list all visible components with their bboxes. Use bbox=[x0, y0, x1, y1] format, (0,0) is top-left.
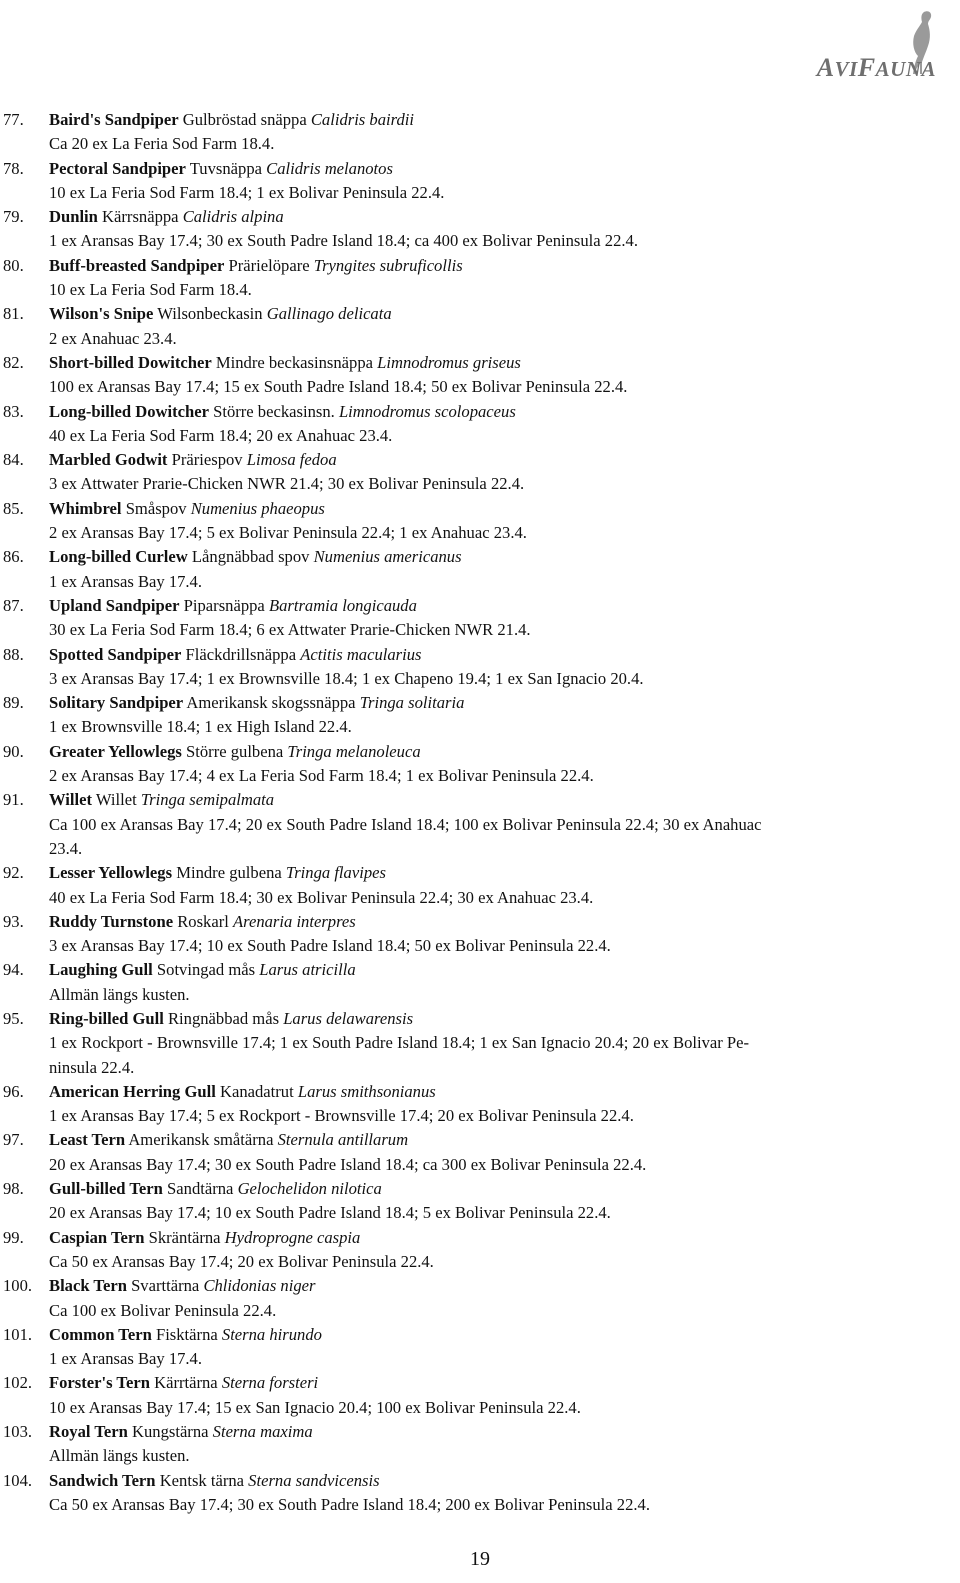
observation-line: Ca 50 ex Aransas Bay 17.4; 20 ex Bolivar Peninsula 22.4. bbox=[49, 1251, 434, 1271]
swedish-name: Mindre beckasinsnäppa bbox=[215, 352, 373, 372]
entry-body bbox=[49, 1274, 954, 1323]
english-name: Black Tern bbox=[49, 1276, 127, 1296]
scientific-name: Sterna forsteri bbox=[221, 1373, 319, 1393]
species-entry bbox=[0, 643, 960, 692]
english-name: Upland Sandpiper bbox=[49, 595, 180, 615]
observation-line: ninsula 22.4. bbox=[49, 1057, 135, 1077]
species-entry bbox=[0, 205, 960, 254]
species-heading bbox=[49, 1469, 954, 1493]
english-name: Laughing Gull bbox=[49, 960, 153, 980]
species-heading bbox=[49, 643, 954, 667]
english-name: Baird's Sandpiper bbox=[49, 110, 179, 129]
species-entry bbox=[0, 740, 960, 789]
species-entry bbox=[0, 400, 960, 449]
entry-number: 83. bbox=[3, 401, 24, 421]
entry-number: 92. bbox=[3, 863, 24, 883]
entry-number: 93. bbox=[3, 911, 24, 931]
scientific-name: Gallinago delicata bbox=[266, 304, 392, 324]
swedish-name: Kärrsnäppa bbox=[102, 207, 179, 227]
species-heading bbox=[49, 910, 954, 934]
scientific-name: Bartramia longicauda bbox=[268, 595, 417, 615]
english-name: Sandwich Tern bbox=[49, 1470, 156, 1490]
entry-number: 97. bbox=[3, 1130, 24, 1150]
scientific-name: Numenius phaeopus bbox=[190, 498, 325, 518]
swedish-name: Fisktärna bbox=[155, 1324, 218, 1344]
observation-line: 10 ex La Feria Sod Farm 18.4; 1 ex Bolivar Peninsula 22.4. bbox=[49, 182, 445, 202]
species-entry bbox=[0, 1420, 960, 1469]
species-heading bbox=[49, 1128, 954, 1152]
entry-body bbox=[49, 302, 954, 351]
english-name: Wilson's Snipe bbox=[49, 304, 154, 324]
scientific-name: Sterna maxima bbox=[212, 1422, 313, 1442]
swedish-name: Prärielöpare bbox=[228, 255, 310, 275]
entry-number: 94. bbox=[3, 960, 24, 980]
english-name: Least Tern bbox=[49, 1130, 126, 1150]
observation-line: 10 ex La Feria Sod Farm 18.4. bbox=[49, 280, 252, 300]
species-heading bbox=[49, 1080, 954, 1104]
species-entry bbox=[0, 910, 960, 959]
observation-line: 100 ex Aransas Bay 17.4; 15 ex South Padre Island 18.4; 50 ex Bolivar Peninsula 22.4. bbox=[49, 377, 628, 397]
species-heading bbox=[49, 1274, 954, 1298]
species-entry bbox=[0, 1371, 960, 1420]
scientific-name: Arenaria interpres bbox=[233, 911, 356, 931]
species-entry bbox=[0, 958, 960, 1007]
entry-number: 104. bbox=[3, 1470, 33, 1490]
observation-line: Ca 50 ex Aransas Bay 17.4; 30 ex South Padre Island 18.4; 200 ex Bolivar Peninsula 22.4. bbox=[49, 1494, 650, 1514]
species-heading bbox=[49, 740, 954, 764]
english-name: Gull-billed Tern bbox=[49, 1179, 163, 1199]
entry-number: 77. bbox=[3, 110, 24, 129]
species-entry bbox=[0, 351, 960, 400]
english-name: Willet bbox=[49, 790, 93, 810]
observation-line: 3 ex Aransas Bay 17.4; 1 ex Brownsville 18.4; 1 ex Chapeno 19.4; 1 ex San Ignacio 20.4. bbox=[49, 668, 644, 688]
species-entry bbox=[0, 691, 960, 740]
species-heading bbox=[49, 958, 954, 982]
entry-number: 96. bbox=[3, 1081, 24, 1101]
entry-number: 100. bbox=[3, 1276, 33, 1296]
entry-body bbox=[49, 643, 954, 692]
swedish-name: Willet bbox=[95, 790, 137, 810]
entry-body bbox=[49, 108, 954, 157]
species-heading bbox=[49, 1226, 954, 1250]
scientific-name: Calidris melanotos bbox=[266, 158, 393, 178]
species-heading bbox=[49, 1323, 954, 1347]
entry-number: 78. bbox=[3, 158, 24, 178]
entry-number: 101. bbox=[3, 1324, 33, 1344]
observation-line: Ca 20 ex La Feria Sod Farm 18.4. bbox=[49, 134, 275, 154]
observation-line: 1 ex Aransas Bay 17.4; 30 ex South Padre Island 18.4; ca 400 ex Bolivar Peninsula 22.4. bbox=[49, 231, 638, 251]
swedish-name: Wilsonbeckasin bbox=[157, 304, 263, 324]
entry-body bbox=[49, 157, 954, 206]
observation-line: 40 ex La Feria Sod Farm 18.4; 20 ex Anahuac 23.4. bbox=[49, 425, 393, 445]
entry-number: 79. bbox=[3, 207, 24, 227]
scientific-name: Tringa flavipes bbox=[285, 863, 386, 883]
species-heading bbox=[49, 400, 954, 424]
species-heading bbox=[49, 351, 954, 375]
species-entry bbox=[0, 1080, 960, 1129]
entry-body bbox=[49, 594, 954, 643]
scientific-name: Larus smithsonianus bbox=[297, 1081, 436, 1101]
species-entry bbox=[0, 861, 960, 910]
species-heading bbox=[49, 254, 954, 278]
english-name: Common Tern bbox=[49, 1324, 152, 1344]
entry-body bbox=[49, 448, 954, 497]
entry-number: 95. bbox=[3, 1008, 24, 1028]
entry-number: 91. bbox=[3, 790, 24, 810]
species-entry bbox=[0, 1274, 960, 1323]
english-name: Whimbrel bbox=[49, 498, 122, 518]
entry-body bbox=[49, 497, 954, 546]
observation-line: Allmän längs kusten. bbox=[49, 1446, 190, 1466]
entry-number: 85. bbox=[3, 498, 24, 518]
species-heading bbox=[49, 157, 954, 181]
observation-line: 3 ex Aransas Bay 17.4; 10 ex South Padre Island 18.4; 50 ex Bolivar Peninsula 22.4. bbox=[49, 936, 611, 956]
observation-line: 10 ex Aransas Bay 17.4; 15 ex San Ignacio 20.4; 100 ex Bolivar Peninsula 22.4. bbox=[49, 1397, 581, 1417]
scientific-name: Tringa solitaria bbox=[359, 693, 465, 713]
species-entry bbox=[0, 497, 960, 546]
species-heading bbox=[49, 448, 954, 472]
entry-number: 89. bbox=[3, 693, 24, 713]
entry-body bbox=[49, 788, 954, 861]
swedish-name: Ringnäbbad mås bbox=[167, 1008, 280, 1028]
species-entry bbox=[0, 1007, 960, 1080]
entry-body bbox=[49, 1469, 954, 1518]
species-entry bbox=[0, 1323, 960, 1372]
entry-number: 102. bbox=[3, 1373, 33, 1393]
scientific-name: Tringa semipalmata bbox=[140, 790, 275, 810]
english-name: Short-billed Dowitcher bbox=[49, 352, 212, 372]
entry-number: 84. bbox=[3, 450, 24, 470]
english-name: Ruddy Turnstone bbox=[49, 911, 174, 931]
scientific-name: Numenius americanus bbox=[313, 547, 462, 567]
observation-line: Allmän längs kusten. bbox=[49, 984, 190, 1004]
english-name: Marbled Godwit bbox=[49, 450, 168, 470]
scientific-name: Limnodromus griseus bbox=[377, 352, 521, 372]
swedish-name: Präriespov bbox=[171, 450, 243, 470]
english-name: Spotted Sandpiper bbox=[49, 644, 182, 664]
observation-line: 2 ex Aransas Bay 17.4; 4 ex La Feria Sod Farm 18.4; 1 ex Bolivar Peninsula 22.4. bbox=[49, 766, 594, 786]
swedish-name: Sandtärna bbox=[167, 1179, 234, 1199]
scientific-name: Tringa melanoleuca bbox=[287, 741, 421, 761]
species-heading bbox=[49, 1371, 954, 1395]
scientific-name: Limnodromus scolopaceus bbox=[338, 401, 516, 421]
english-name: Solitary Sandpiper bbox=[49, 693, 184, 713]
species-list bbox=[0, 108, 960, 1517]
english-name: Forster's Tern bbox=[49, 1373, 150, 1393]
entry-body bbox=[49, 1420, 954, 1469]
entry-number: 82. bbox=[3, 352, 24, 372]
scientific-name: Calidris bairdii bbox=[310, 110, 414, 129]
entry-body bbox=[49, 1323, 954, 1372]
swedish-name: Gulbröstad snäppa bbox=[182, 110, 307, 129]
swedish-name: Småspov bbox=[125, 498, 187, 518]
observation-line: 1 ex Aransas Bay 17.4. bbox=[49, 571, 203, 591]
observation-line: 20 ex Aransas Bay 17.4; 30 ex South Padre Island 18.4; ca 300 ex Bolivar Peninsula 22.4. bbox=[49, 1154, 647, 1174]
species-entry bbox=[0, 594, 960, 643]
swedish-name: Större beckasinsn. bbox=[213, 401, 335, 421]
english-name: Ring-billed Gull bbox=[49, 1008, 164, 1028]
entry-body bbox=[49, 1226, 954, 1275]
english-name: Lesser Yellowlegs bbox=[49, 863, 173, 883]
entry-number: 98. bbox=[3, 1179, 24, 1199]
entry-number: 99. bbox=[3, 1227, 24, 1247]
species-heading bbox=[49, 1177, 954, 1201]
species-entry bbox=[0, 1469, 960, 1518]
swedish-name: Kanadatrut bbox=[220, 1081, 294, 1101]
entry-body bbox=[49, 1177, 954, 1226]
english-name: Greater Yellowlegs bbox=[49, 741, 182, 761]
scientific-name: Larus delawarensis bbox=[283, 1008, 414, 1028]
english-name: Long-billed Dowitcher bbox=[49, 401, 209, 421]
species-heading bbox=[49, 861, 954, 885]
swedish-name: Roskarl bbox=[177, 911, 229, 931]
entry-body bbox=[49, 205, 954, 254]
english-name: Long-billed Curlew bbox=[49, 547, 188, 567]
species-heading bbox=[49, 302, 954, 326]
entry-body bbox=[49, 958, 954, 1007]
swedish-name: Kungstärna bbox=[132, 1422, 209, 1442]
observation-line: Ca 100 ex Aransas Bay 17.4; 20 ex South Padre Island 18.4; 100 ex Bolivar Peninsula 22.4; 30 ex Anahuac bbox=[49, 814, 762, 834]
entry-body bbox=[49, 1007, 954, 1080]
swedish-name: Piparsnäppa bbox=[183, 595, 265, 615]
swedish-name: Långnäbbad spov bbox=[191, 547, 310, 567]
observation-line: 23.4. bbox=[49, 838, 83, 858]
scientific-name: Sterna hirundo bbox=[221, 1324, 322, 1344]
observation-line: Ca 100 ex Bolivar Peninsula 22.4. bbox=[49, 1300, 277, 1320]
entry-body bbox=[49, 400, 954, 449]
entry-body bbox=[49, 861, 954, 910]
entry-body bbox=[49, 1371, 954, 1420]
swedish-name: Kärrtärna bbox=[154, 1373, 218, 1393]
scientific-name: Tryngites subruficollis bbox=[313, 255, 463, 275]
species-heading bbox=[49, 1007, 954, 1031]
english-name: Caspian Tern bbox=[49, 1227, 145, 1247]
entry-body bbox=[49, 740, 954, 789]
entry-body bbox=[49, 545, 954, 594]
observation-line: 1 ex Aransas Bay 17.4; 5 ex Rockport - Brownsville 17.4; 20 ex Bolivar Peninsula 22.4. bbox=[49, 1106, 634, 1126]
swedish-name: Amerikansk småtärna bbox=[128, 1130, 274, 1150]
page-number: 19 bbox=[470, 1548, 490, 1570]
entry-number: 80. bbox=[3, 255, 24, 275]
avifauna-logo bbox=[775, 6, 950, 82]
observation-line: 1 ex Brownsville 18.4; 1 ex High Island 22.4. bbox=[49, 717, 352, 737]
entry-number: 103. bbox=[3, 1422, 33, 1442]
species-entry bbox=[0, 448, 960, 497]
scientific-name: Gelochelidon nilotica bbox=[237, 1179, 382, 1199]
swedish-name: Fläckdrillsnäppa bbox=[185, 644, 297, 664]
species-entry bbox=[0, 1226, 960, 1275]
entry-number: 81. bbox=[3, 304, 24, 324]
entry-body bbox=[49, 1080, 954, 1129]
species-heading bbox=[49, 691, 954, 715]
scientific-name: Sternula antillarum bbox=[277, 1130, 409, 1150]
scientific-name: Actitis macularius bbox=[300, 644, 422, 664]
english-name: Buff-breasted Sandpiper bbox=[49, 255, 225, 275]
swedish-name: Sotvingad mås bbox=[156, 960, 256, 980]
species-heading bbox=[49, 205, 954, 229]
english-name: Dunlin bbox=[49, 207, 98, 227]
species-entry bbox=[0, 545, 960, 594]
swedish-name: Kentsk tärna bbox=[159, 1470, 245, 1490]
entry-body bbox=[49, 910, 954, 959]
species-entry bbox=[0, 1128, 960, 1177]
english-name: American Herring Gull bbox=[49, 1081, 216, 1101]
swedish-name: Skräntärna bbox=[148, 1227, 221, 1247]
entry-number: 86. bbox=[3, 547, 24, 567]
observation-line: 2 ex Anahuac 23.4. bbox=[49, 328, 177, 348]
species-heading bbox=[49, 594, 954, 618]
scientific-name: Limosa fedoa bbox=[246, 450, 337, 470]
entry-body bbox=[49, 691, 954, 740]
entry-number: 90. bbox=[3, 741, 24, 761]
species-heading bbox=[49, 1420, 954, 1444]
species-heading bbox=[49, 108, 954, 132]
swedish-name: Mindre gulbena bbox=[176, 863, 282, 883]
scientific-name: Larus atricilla bbox=[259, 960, 356, 980]
swedish-name: Tuvsnäppa bbox=[189, 158, 262, 178]
logo-wordmark: AVIFAUNA bbox=[816, 53, 936, 82]
species-entry bbox=[0, 157, 960, 206]
scientific-name: Hydroprogne caspia bbox=[224, 1227, 361, 1247]
observation-line: 1 ex Aransas Bay 17.4. bbox=[49, 1349, 203, 1369]
species-entry bbox=[0, 788, 960, 861]
species-entry bbox=[0, 302, 960, 351]
scientific-name: Sterna sandvicensis bbox=[248, 1470, 380, 1490]
entry-body bbox=[49, 254, 954, 303]
species-entry bbox=[0, 254, 960, 303]
observation-line: 3 ex Attwater Prarie-Chicken NWR 21.4; 30 ex Bolivar Peninsula 22.4. bbox=[49, 474, 525, 494]
observation-line: 30 ex La Feria Sod Farm 18.4; 6 ex Attwater Prarie-Chicken NWR 21.4. bbox=[49, 620, 531, 640]
english-name: Pectoral Sandpiper bbox=[49, 158, 186, 178]
entry-number: 88. bbox=[3, 644, 24, 664]
swedish-name: Svarttärna bbox=[131, 1276, 200, 1296]
swedish-name: Större gulbena bbox=[186, 741, 284, 761]
species-heading bbox=[49, 788, 954, 812]
entry-body bbox=[49, 1128, 954, 1177]
species-entry bbox=[0, 1177, 960, 1226]
observation-line: 20 ex Aransas Bay 17.4; 10 ex South Padre Island 18.4; 5 ex Bolivar Peninsula 22.4. bbox=[49, 1203, 611, 1223]
observation-line: 1 ex Rockport - Brownsville 17.4; 1 ex South Padre Island 18.4; 1 ex San Ignacio 20.4; 20 ex Bolivar Pe- bbox=[49, 1033, 750, 1053]
entry-number: 87. bbox=[3, 595, 24, 615]
entry-body bbox=[49, 351, 954, 400]
species-heading bbox=[49, 545, 954, 569]
observation-line: 2 ex Aransas Bay 17.4; 5 ex Bolivar Peninsula 22.4; 1 ex Anahuac 23.4. bbox=[49, 523, 527, 543]
scientific-name: Chlidonias niger bbox=[203, 1276, 316, 1296]
species-heading bbox=[49, 497, 954, 521]
observation-line: 40 ex La Feria Sod Farm 18.4; 30 ex Bolivar Peninsula 22.4; 30 ex Anahuac 23.4. bbox=[49, 887, 594, 907]
swedish-name: Amerikansk skogssnäppa bbox=[186, 693, 356, 713]
species-entry bbox=[0, 108, 960, 157]
scientific-name: Calidris alpina bbox=[182, 207, 284, 227]
english-name: Royal Tern bbox=[49, 1422, 128, 1442]
